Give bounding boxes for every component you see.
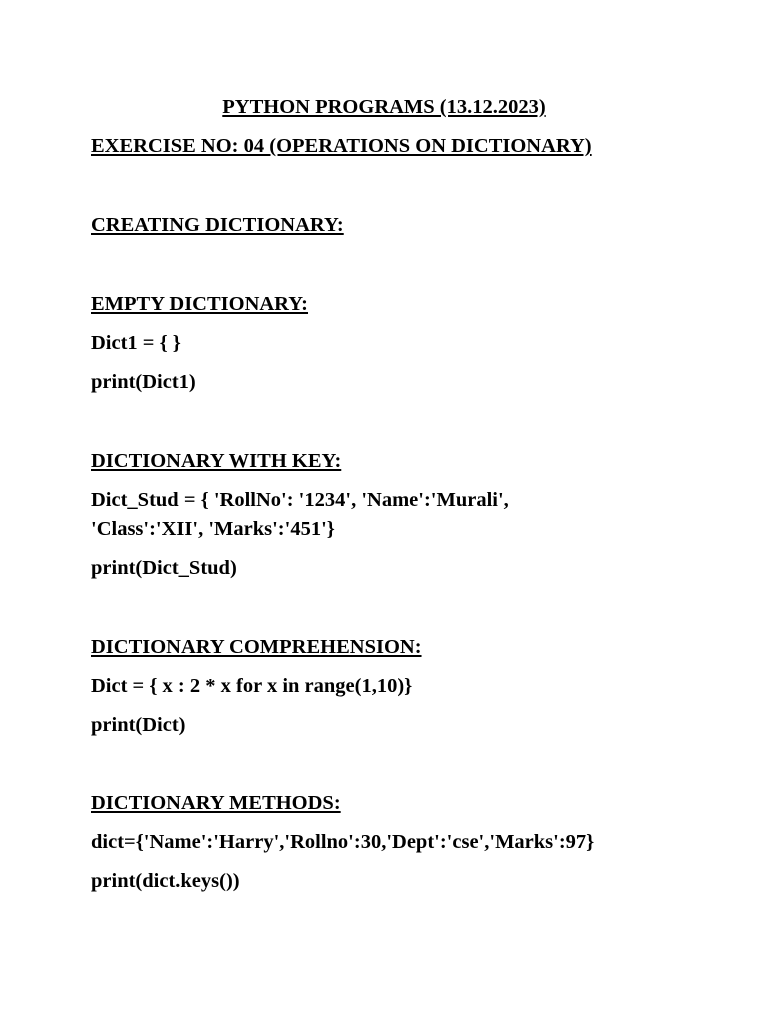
- code-line: Dict = { x : 2 * x for x in range(1,10)}: [91, 675, 413, 697]
- code-line: print(dict.keys()): [91, 870, 240, 892]
- code-line: Dict_Stud = { 'RollNo': '1234', 'Name':'Murali',: [91, 489, 509, 511]
- document-title: PYTHON PROGRAMS (13.12.2023): [222, 96, 546, 118]
- section-heading-creating: CREATING DICTIONARY:: [91, 214, 344, 236]
- section-heading-empty: EMPTY DICTIONARY:: [91, 293, 309, 315]
- code-line: print(Dict_Stud): [91, 557, 237, 579]
- section-heading-methods: DICTIONARY METHODS:: [91, 792, 341, 814]
- code-line: print(Dict1): [91, 371, 196, 393]
- section-heading-with-key: DICTIONARY WITH KEY:: [91, 450, 342, 472]
- code-line: print(Dict): [91, 714, 186, 736]
- exercise-heading: EXERCISE NO: 04 (OPERATIONS ON DICTIONARY): [91, 135, 592, 157]
- code-line: 'Class':'XII', 'Marks':'451'}: [91, 518, 335, 540]
- section-heading-comprehension: DICTIONARY COMPREHENSION:: [91, 636, 422, 658]
- code-line: dict={'Name':'Harry','Rollno':30,'Dept':'cse','Marks':97}: [91, 831, 595, 853]
- code-line: Dict1 = { }: [91, 332, 181, 354]
